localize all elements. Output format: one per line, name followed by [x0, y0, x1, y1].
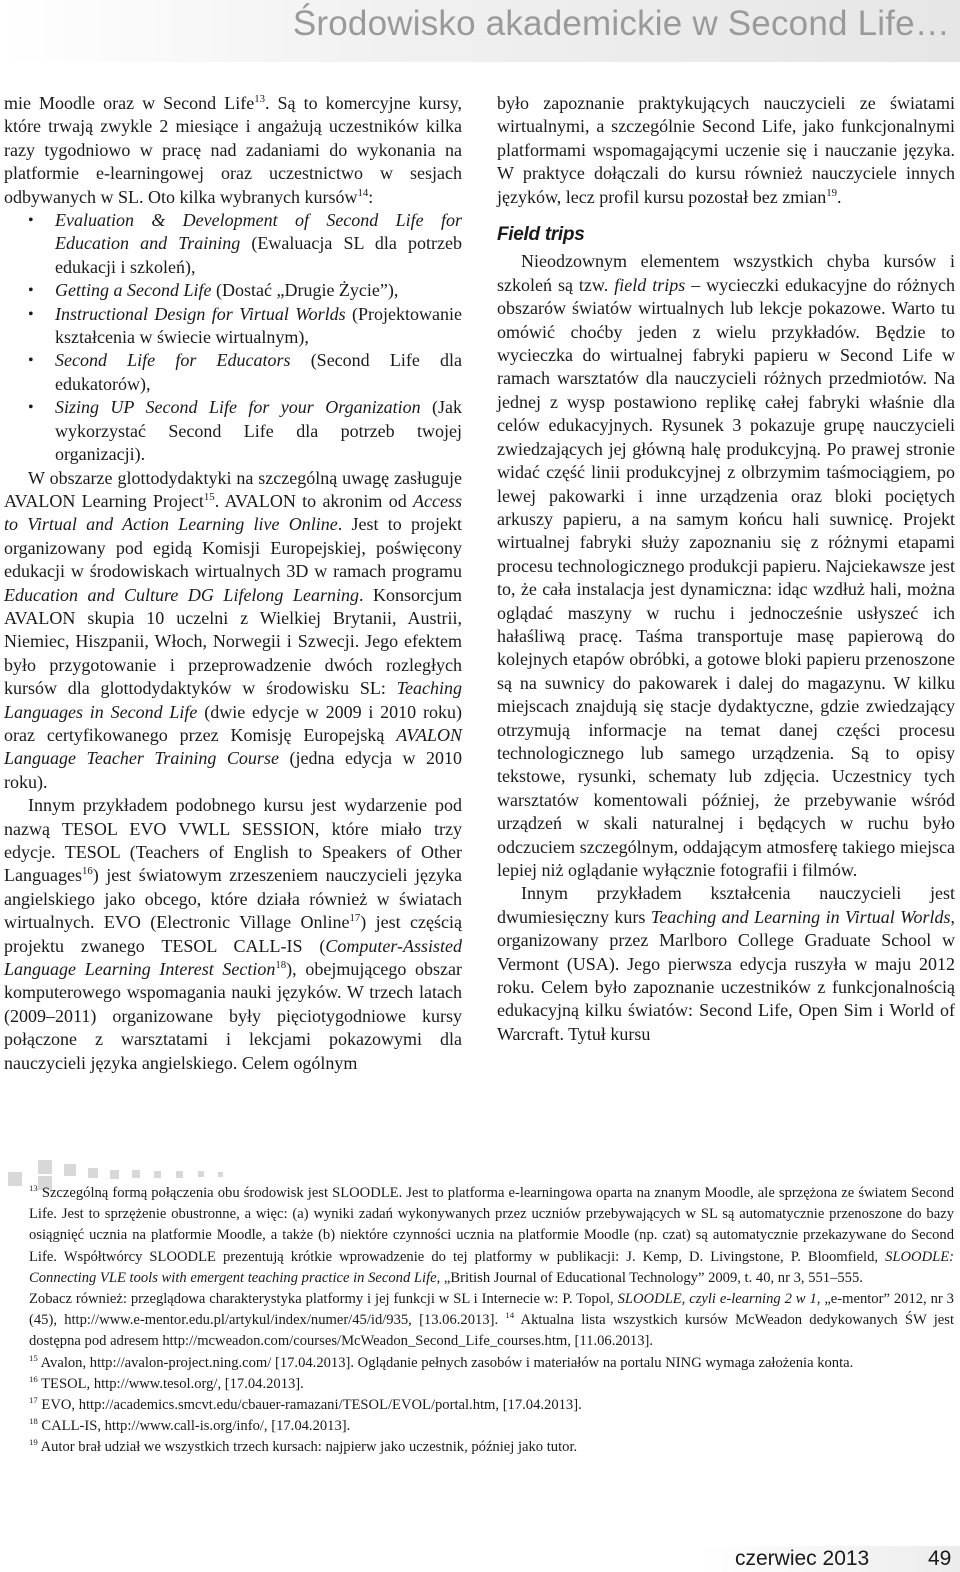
course-title: Evaluation & Development of Second Life for Education and Training — [55, 210, 462, 254]
footnote-number: 15 — [29, 1352, 38, 1363]
text-run: . AVALON to akronim od — [214, 490, 414, 511]
text-run-italic: Access to Virtual and Action Learning live Online — [4, 490, 463, 535]
text-run: mie Moodle oraz w Second Life — [4, 93, 255, 113]
bullet-icon: • — [28, 305, 34, 323]
course-desc: (Second Life dla edukatorów), — [55, 350, 463, 394]
footnote-number: 16 — [29, 1373, 38, 1384]
footnotes — [29, 1183, 954, 1459]
course-desc: (Jak wykorzystać Second Life dla potrzeb twojej organizacji). — [55, 397, 462, 465]
bullet-icon: • — [28, 212, 34, 230]
right-column — [497, 92, 955, 1046]
page-number: 49 — [928, 1547, 952, 1570]
course-title: Getting a Second Life — [55, 280, 212, 301]
list-item — [4, 396, 462, 466]
course-title: Sizing UP Second Life for your Organization — [55, 397, 421, 418]
text-run-italic: AVALON Language Teacher Training Course — [4, 724, 462, 769]
right-paragraph-3 — [497, 882, 955, 1046]
text-run-italic: Teaching Languages in Second Life — [4, 678, 462, 722]
deco-square — [154, 1171, 161, 1178]
text-run: . — [837, 186, 842, 207]
text-run-italic: Education and Culture DG Lifelong Learning — [4, 584, 359, 605]
text-run-italic: SLOODLE: Connecting VLE tools with emergent teaching practice in Second Life — [29, 1248, 954, 1286]
bullet-icon: • — [28, 282, 34, 300]
deco-square — [132, 1170, 140, 1178]
text-run: Zobacz również: przeglądowa charakterystyka platformy i jej funkcji w SL i Internecie w: P. Topol, — [29, 1291, 618, 1308]
footnote-ref-18: 18 — [275, 959, 287, 972]
text-run: TESOL, http://www.tesol.org/, [17.04.2013]. — [37, 1375, 304, 1392]
course-title: Second Life for Educators — [55, 350, 291, 371]
text-run: było zapoznanie praktykujących nauczycieli ze światami wirtualnymi, a szczególnie Second Life, jako funkcjonalnymi platformami wspomagającymi uczenie się i nauczanie języka. W praktyce dołączali do kursu również nauczyciele innych języków, lecz profil kursu pozostał bez zmian — [497, 93, 955, 207]
course-title: Instructional Design for Virtual Worlds — [55, 303, 346, 324]
text-run: . Są to komercyjne kursy, które trwają zwykle 2 miesiące i angażują uczestników kilka razy tygodniowo w pracę nad zadaniami do wykonania na platformie e-learningowej oraz uczestnictwo w sesjach odbywanych w SL. Oto kilka wybranych kursów — [4, 93, 462, 207]
footnote-ref-13: 13 — [254, 93, 265, 105]
footnote-ref-15: 15 — [203, 490, 215, 503]
footnote-number: 19 — [29, 1437, 38, 1448]
list-item — [4, 209, 462, 279]
text-run: ) jest światowym zrzeszeniem nauczycieli języka angielskiego jako obcego, które działa również w światach wirtualnych. EVO (Electronic Village Online — [4, 865, 462, 933]
left-paragraph-2 — [4, 467, 462, 795]
text-run: Nieodzownym elementem wszystkich chyba kursów i szkoleń są tzw. — [497, 251, 955, 295]
text-run: (dwie edycje w 2009 i 2010 roku) oraz certyfikowanego przez Komisję Europejską — [4, 701, 462, 745]
deco-square — [218, 1172, 223, 1177]
footnote-number: 13 — [29, 1183, 38, 1194]
list-item — [4, 349, 462, 396]
text-run: ), obejmującego obszar komputerowego wspomagania nauki języków. W trzech latach (2009–2011) organizowane były pięciotygodniowe kursy połączone z warsztatami i lekcjami pokazowymi dla nauczycieli języka angielskiego. Celem ogólnym — [4, 959, 462, 1073]
deco-square — [64, 1164, 76, 1176]
text-run: , „e-mentor” 2012, nr 3 (45), http://www.e-mentor.edu.pl/artykul/index/numer/45/id/935, [13.06.2013]. — [29, 1291, 954, 1329]
text-run: CALL-IS, http://www.call-is.org/info/, [17.04.2013]. — [37, 1418, 351, 1435]
text-run-italic: field trips — [614, 274, 686, 295]
right-paragraph-1 — [497, 92, 955, 209]
footnote-13-continued — [29, 1289, 954, 1353]
deco-square — [8, 1172, 22, 1186]
list-item — [4, 303, 462, 350]
footnote-18 — [29, 1416, 954, 1437]
issue-date: czerwiec 2013 — [735, 1547, 870, 1570]
section-heading: Field trips — [497, 224, 585, 246]
footnote-number: 17 — [29, 1395, 38, 1406]
text-run: , organizowany przez Marlboro College Graduate School w Vermont (USA). Jego pierwsza edycja ruszyła w maju 2012 roku. Celem było zapoznanie uczestników z funkcjonalnością edukacyjną kilku światów: Second Life, Open Sim i World of Warcraft. Tytuł kursu — [497, 906, 955, 1044]
text-run: : — [368, 186, 374, 207]
footnote-ref-14: 14 — [357, 186, 369, 199]
footnote-15 — [29, 1353, 954, 1374]
list-item — [4, 279, 462, 302]
footnote-16 — [29, 1374, 954, 1395]
text-run-italic: SLOODLE, czyli e-learning 2 w 1 — [617, 1291, 817, 1308]
footnote-ref-19: 19 — [826, 186, 838, 199]
text-run-italic: Teaching and Learning in Virtual Worlds — [650, 906, 951, 927]
text-run: W obszarze glottodydaktyki na szczególną uwagę zasługuje AVALON Learning Project — [4, 467, 462, 511]
deco-square — [176, 1171, 183, 1178]
text-run: . Jest to projekt organizowany pod egidą Komisji Europejskiej, poświęcony edukacji w środowiskach wirtualnych 3D w ramach programu — [4, 514, 462, 582]
footnote-13 — [29, 1183, 954, 1289]
footnote-number: 18 — [29, 1416, 38, 1427]
footnote-number: 14 — [505, 1310, 515, 1321]
left-paragraph-3 — [4, 794, 462, 1075]
deco-square — [110, 1170, 119, 1179]
deco-square — [198, 1171, 204, 1177]
text-run: – wycieczki edukacyjne do różnych obszarów światów wirtualnych lub lekcje pokazowe. Warto tu omówić choćby jeden z wielu przykładów. Będzie to wycieczka do wirtualnej fabryki papieru w Second Life w ramach warsztatów dla nauczycieli różnych przedmiotów. Na jednej z wysp postawiono replikę całej fabryki właśnie dla celów edukacyjnych. Rysunek 3 pokazuje grupę nauczycieli zwiedzających jej główną halę produkcyjną. Po prawej stronie widać część linii produkcyjnej z olbrzymim taśmociągiem, po lewej pakowarki i inne urządzenia oraz bloki pociętych arkuszy papieru, a na samym końcu hali suwnicę. Projekt wirtualnej fabryki służy zapoznaniu się z różnymi etapami procesu technologicznego produkcji papieru. Najciekawsze jest to, że cała instalacja jest dynamiczna: idąc wzdłuż hali, można oglądać maszyny w ruchu i jednocześnie usłyszeć ich hałaśliwą pracę. Taśma transportuje masę papierową do kolejnych etapów obróbki, a gotowe bloki papieru przenoszone są na suwnicy do pakowarek i dalej do magazynu. W kilku miejscach znajdują się stacje dydaktyczne, gdzie zwiedzający otrzymują informacje na temat danej części procesu technologicznego lub samego urządzenia. Są to opisy tekstowe, rysunki, schematy lub zdjęcia. Uczestnicy tych warsztatów komentowali później, że przebywanie wśród urządzeń w skali naturalnej i będących w ruchu było odczuciem szczególnym, oddającym atmosferę takiego miejsca lepiej niż oglądanie wyłącznie fotografii i filmów. — [497, 274, 955, 880]
text-run: ) jest częścią projektu zwanego TESOL CALL-IS ( — [4, 912, 462, 956]
running-head: Środowisko akademickie w Second Life… — [292, 4, 950, 43]
course-desc: (Dostać „Drugie Życie”), — [211, 280, 399, 301]
footnote-19 — [29, 1437, 954, 1458]
course-list — [4, 209, 462, 466]
text-run: , „British Journal of Educational Technology” 2009, t. 40, nr 3, 551–555. — [436, 1269, 863, 1286]
course-desc: (Projektowanie kształcenia w świecie wirtualnym), — [55, 303, 462, 348]
text-run: Szczególną formą połączenia obu środowisk jest SLOODLE. Jest to platforma e-learningowa oparta na znanym Moodle, ale sprzężona ze światem Second Life. Jest to sprzężenie obustronne, a więc: (a) wyniki zadań wykonywanych przez uczniów przebywających w SL są automatycznie przenoszone do bazy osiągnięć ucznia na platformie Moodle, a także (b) niektóre czynności ucznia na platformie Moodle (np. czat) są automatycznie przekazywane do Second Life. Współtwórcy SLOODLE prezentują krótkie wprowadzenie do tej platformy w publikacji: J. Kemp, D. Livingstone, P. Bloomfield, — [29, 1185, 954, 1265]
text-run: (jedna edycja w 2010 roku). — [4, 748, 462, 792]
deco-square — [38, 1160, 52, 1174]
footnote-ref-16: 16 — [81, 865, 93, 878]
text-run: Innym przykładem podobnego kursu jest wydarzenie pod nazwą TESOL EVO VWLL SESSION, które miało trzy edycje. TESOL (Teachers of English to Speakers of Other Languages — [4, 795, 462, 886]
text-run: Aktualna lista wszystkich kursów McWeadon dedykowanych ŚW jest dostępna pod adresem http://mcweadon.com/courses/McWeadon_Second_Life_courses.htm, [11.06.2013]. — [29, 1312, 954, 1350]
text-run: Innym przykładem kształcenia nauczycieli jest dwumiesięczny kurs — [497, 883, 955, 927]
text-run: EVO, http://academics.smcvt.edu/cbauer-ramazani/TESOL/EVOL/portal.htm, [17.04.2013]. — [37, 1397, 582, 1414]
text-run: Autor brał udział we wszystkich trzech kursach: najpierw jako uczestnik, później jako tutor. — [37, 1439, 578, 1456]
left-column — [4, 92, 462, 1075]
text-run-italic: Computer-Assisted Language Learning Interest Section — [4, 935, 462, 980]
footnote-ref-17: 17 — [349, 912, 361, 925]
text-run: . Konsorcjum AVALON skupia 10 uczelni z Wielkiej Brytanii, Austrii, Niemiec, Hiszpanii, Włoch, Norwegii i Szwecji. Jego efektem było przygotowanie i przeprowadzenie dwóch rozległych kursów dla glottodydaktyków w środowisku SL: — [4, 584, 463, 699]
deco-square — [88, 1168, 98, 1178]
footnote-17 — [29, 1395, 954, 1416]
right-paragraph-2 — [497, 250, 955, 882]
text-run: Avalon, http://avalon-project.ning.com/ [17.04.2013]. Oglądanie pełnych zasobów i materiałów na portalu NING wymaga założenia konta. — [37, 1354, 854, 1371]
bullet-icon: • — [28, 352, 34, 370]
bullet-icon: • — [28, 399, 34, 417]
left-paragraph-1 — [4, 92, 462, 209]
course-desc: (Ewaluacja SL dla potrzeb edukacji i szkoleń), — [55, 233, 463, 277]
